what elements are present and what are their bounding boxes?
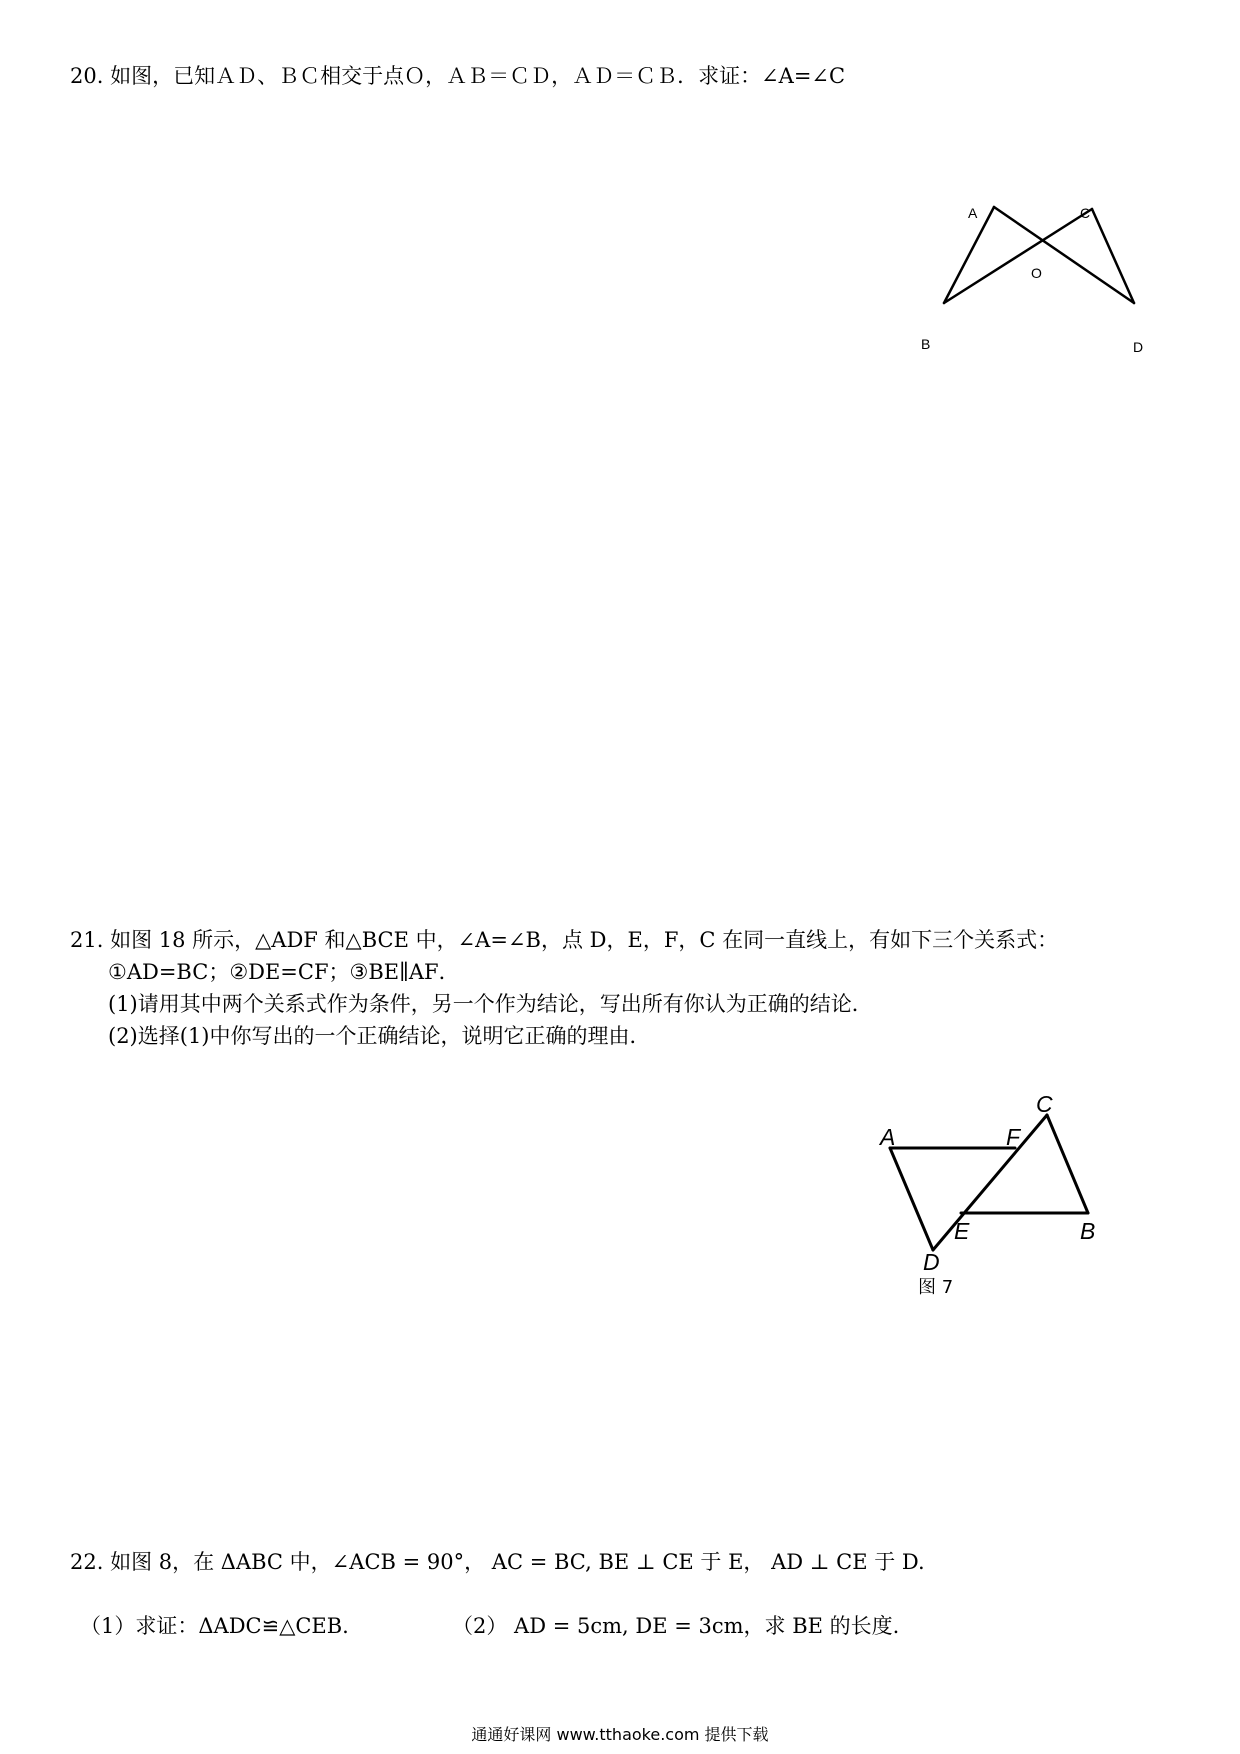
label-a: A	[968, 205, 978, 221]
q20-figure	[900, 180, 1200, 360]
q20-text: 20. 如图，已知ＡＤ、ＢＣ相交于点Ｏ，ＡＢ＝ＣＤ，ＡＤ＝ＣＢ．求证：∠A=∠C	[70, 64, 846, 88]
segment-cb	[1047, 1115, 1088, 1213]
label-b: B	[1080, 1218, 1096, 1244]
label-c: C	[1036, 1091, 1053, 1117]
q22-line1: 22. 如图 8，在 ΔABC 中，∠ACB = 90°， AC = BC, BE ⊥ CE 于 E， AD ⊥ CE 于 D.	[70, 1550, 925, 1574]
q22-part2: （2） AD = 5cm, DE = 3cm，求 BE 的长度.	[452, 1614, 900, 1638]
q21-line1: 21. 如图 18 所示，△ADF 和△BCE 中，∠A=∠B，点 D，E，F，C 在同一直线上，有如下三个关系式：	[70, 928, 1059, 952]
label-a: A	[880, 1124, 896, 1150]
label-d: D	[1133, 339, 1144, 355]
q21-line2: ①AD=BC；②DE=CF；③BE∥AF．	[108, 960, 460, 984]
figure-caption: 图 7	[918, 1277, 954, 1298]
q21-line4: (2)选择(1)中你写出的一个正确结论，说明它正确的理由．	[108, 1024, 651, 1048]
label-f: F	[1006, 1124, 1021, 1150]
segment-dc	[933, 1115, 1047, 1250]
label-b: B	[921, 336, 931, 352]
label-e: E	[954, 1218, 970, 1244]
q22-part1: （1）求证：ΔADC≌△CEB.	[80, 1614, 349, 1638]
label-o: O	[1031, 265, 1042, 281]
footer-source: 通通好课网 www.tthaoke.com 提供下载	[471, 1725, 769, 1744]
segment-ad	[890, 1148, 933, 1250]
q21-line3: (1)请用其中两个关系式作为条件，另一个作为结论，写出所有你认为正确的结论．	[108, 992, 873, 1016]
q21-figure	[860, 1080, 1120, 1300]
label-d: D	[923, 1249, 940, 1275]
label-c: C	[1080, 205, 1091, 221]
